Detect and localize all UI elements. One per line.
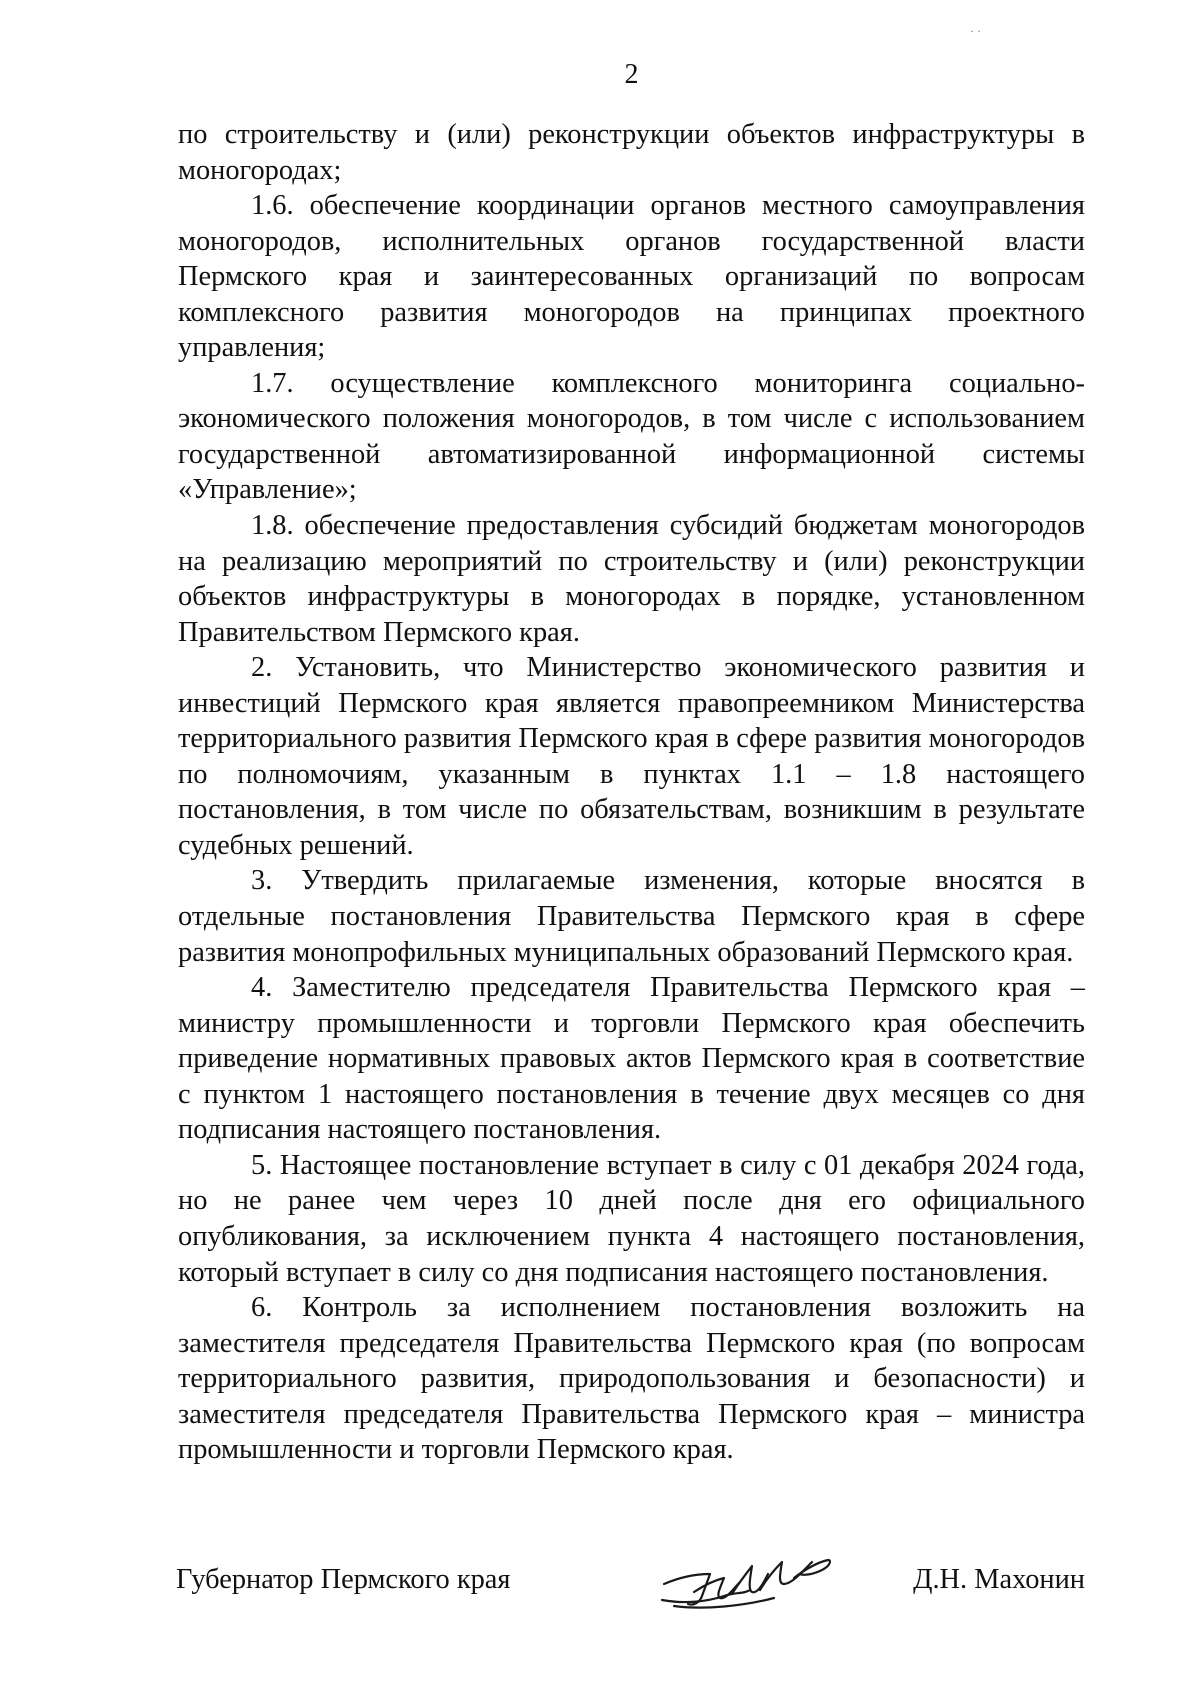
signatory-name: Д.Н. Махонин	[913, 1564, 1085, 1595]
paragraph-5: 5. Настоящее постановление вступает в силу с 01 декабря 2024 года, но не ранее чем через 10 дней после дня его официального опубликования, за исключением пункта 4 настоящего постановления, который вступает в силу со дня подписания настоящего постановления.	[178, 1149, 1085, 1288]
paragraph-1-7: 1.7. осуществление комплексного мониторинга социально-экономического положения моногородов, в том числе с использованием государственной автоматизированной информационной системы «Управление»;	[178, 367, 1085, 506]
paragraph-1-8: 1.8. обеспечение предоставления субсидий бюджетам моногородов на реализацию мероприятий по строительству и (или) реконструкции объектов инфраструктуры в моногородах в порядке, установленном Правительством Пермского края.	[178, 510, 1085, 648]
handwritten-signature	[654, 1544, 840, 1618]
signature-block	[176, 1562, 1085, 1622]
signatory-title: Губернатор Пермского края	[176, 1564, 511, 1595]
page-number: 2	[624, 59, 639, 90]
paragraph-3: 3. Утвердить прилагаемые изменения, которые вносятся в отдельные постановления Правительства Пермского края в сфере развития монопрофильных муниципальных образований Пермского края.	[178, 865, 1085, 968]
paragraph-4: 4. Заместителю председателя Правительства Пермского края – министру промышленности и торговли Пермского края обеспечить приведение нормативных правовых актов Пермского края в соответствие с пунктом 1 настоящего постановления в течение двух месяцев со дня подписания настоящего постановления.	[178, 972, 1085, 1146]
paragraph-2: 2. Установить, что Министерство экономического развития и инвестиций Пермского края является правопреемником Министерства территориального развития Пермского края в сфере развития моногородов по полномочиям, указанным в пунктах 1.1 – 1.8 настоящего постановления, в том числе по обязательствам, возникшим в результате судебных решений.	[178, 652, 1085, 861]
paragraph-6: 6. Контроль за исполнением постановления возложить на заместителя председателя Правительства Пермского края (по вопросам территориального развития, природопользования и безопасности) и заместителя председателя Правительства Пермского края – министра промышленности и торговли Пермского края.	[178, 1292, 1085, 1466]
scan-artifact: · ·	[970, 24, 981, 38]
paragraph-continuation: по строительству и (или) реконструкции объектов инфраструктуры в моногородах;	[178, 119, 1085, 186]
paragraph-1-6: 1.6. обеспечение координации органов местного самоуправления моногородов, исполнительных органов государственной власти Пермского края и заинтересованных организаций по вопросам комплексного развития моногородов на принципах проектного управления;	[178, 190, 1085, 364]
document-body	[178, 117, 1085, 1468]
